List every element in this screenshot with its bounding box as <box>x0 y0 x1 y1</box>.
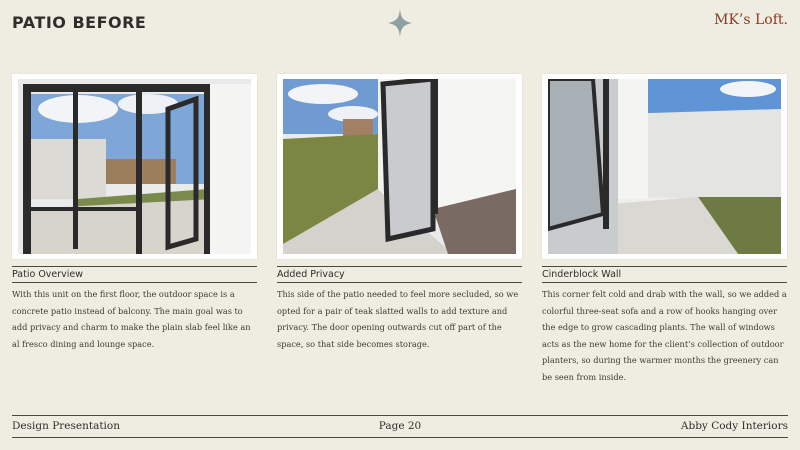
caption-rule-bottom <box>277 282 522 283</box>
photo-caption: Added Privacy <box>277 269 345 280</box>
footer-rule-top <box>12 415 788 416</box>
caption-rule-bottom <box>542 282 787 283</box>
four-point-star-icon <box>388 9 412 37</box>
page-number: Page 20 <box>378 420 422 432</box>
photo-cinderblock-wall <box>542 74 787 259</box>
photo-description: This corner felt cold and drab with the wall, so we added a colorful three-seat sofa and a row of hooks hanging over the edge to grow cascading plants. The wall of windows acts as the new home for the client’s collection of outdoor planters, so during the warmer months the greenery can be seen from inside. <box>542 289 787 382</box>
footer-company-name: Abby Cody Interiors <box>680 420 788 432</box>
photo-patio-overview <box>12 74 257 259</box>
column-patio-overview <box>12 74 257 352</box>
page-title: PATIO BEFORE <box>12 13 147 32</box>
photo-description: With this unit on the first floor, the outdoor space is a concrete patio instead of balcony. The main goal was to add privacy and charm to make the plain slab feel like an al fresco dining and lounge space. <box>12 289 251 349</box>
photo-caption: Patio Overview <box>12 269 84 280</box>
column-cinderblock-wall <box>542 74 787 385</box>
photo-description: This side of the patio needed to feel more secluded, so we opted for a pair of teak slatted walls to add texture and privacy. The door opening outwards cut off part of the space, so that side becomes storage. <box>277 289 519 349</box>
footer-presentation-label: Design Presentation <box>12 420 121 432</box>
column-added-privacy <box>277 74 522 352</box>
photo-added-privacy <box>277 74 522 259</box>
footer-rule-bottom <box>12 437 788 438</box>
brand-logo: MK’s Loft. <box>714 12 788 28</box>
photo-caption: Cinderblock Wall <box>542 269 622 280</box>
caption-rule-bottom <box>12 282 257 283</box>
